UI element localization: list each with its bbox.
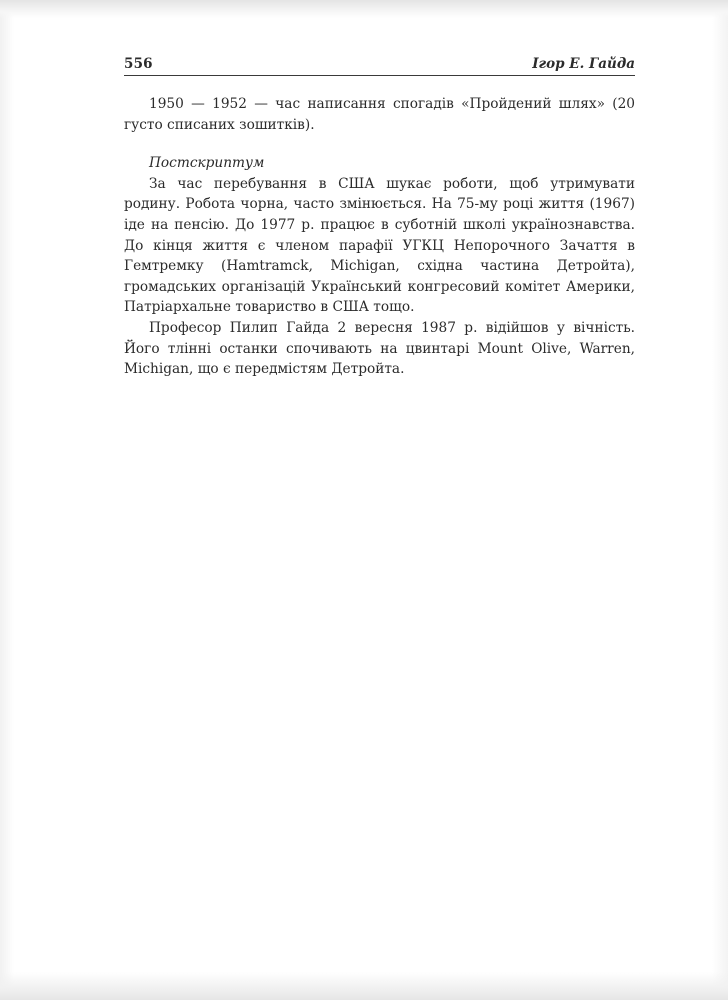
section-heading-postscript: Постскриптум (149, 155, 265, 172)
body-text (124, 94, 635, 380)
page-top-shadow (0, 0, 728, 18)
page-number: 556 (124, 56, 153, 72)
running-header (124, 55, 635, 76)
paragraph-death: Професор Пилип Гайда 2 вересня 1987 р. відійшов у вічність. Його тлінні останки спочивають на цвинтарі Mount Olive, Warren, Michigan, що є передмістям Детройта. (124, 319, 635, 378)
page-bottom-shadow (0, 972, 728, 1000)
paragraph-memoirs-date: 1950 — 1952 — час написання спогадів «Пройдений шлях» (20 густо списаних зошитків). (124, 96, 635, 133)
running-title: Ігор Е. Гайда (532, 56, 635, 72)
paragraph-life-in-usa: За час перебування в США шукає роботи, щоб утримувати родину. Робота чорна, часто змінюється. На 75-му році життя (1967) іде на пенсію. До 1977 р. працює в суботній школі українознавства. До кінця життя є членом парафії УГКЦ Непорочного Зачаття в Гемтремку (Hamtramck, Michigan, східна частина Детройта), громадських організацій Український конгресовий комітет Америки, Патріархальне товариство в США тощо. (124, 175, 635, 316)
